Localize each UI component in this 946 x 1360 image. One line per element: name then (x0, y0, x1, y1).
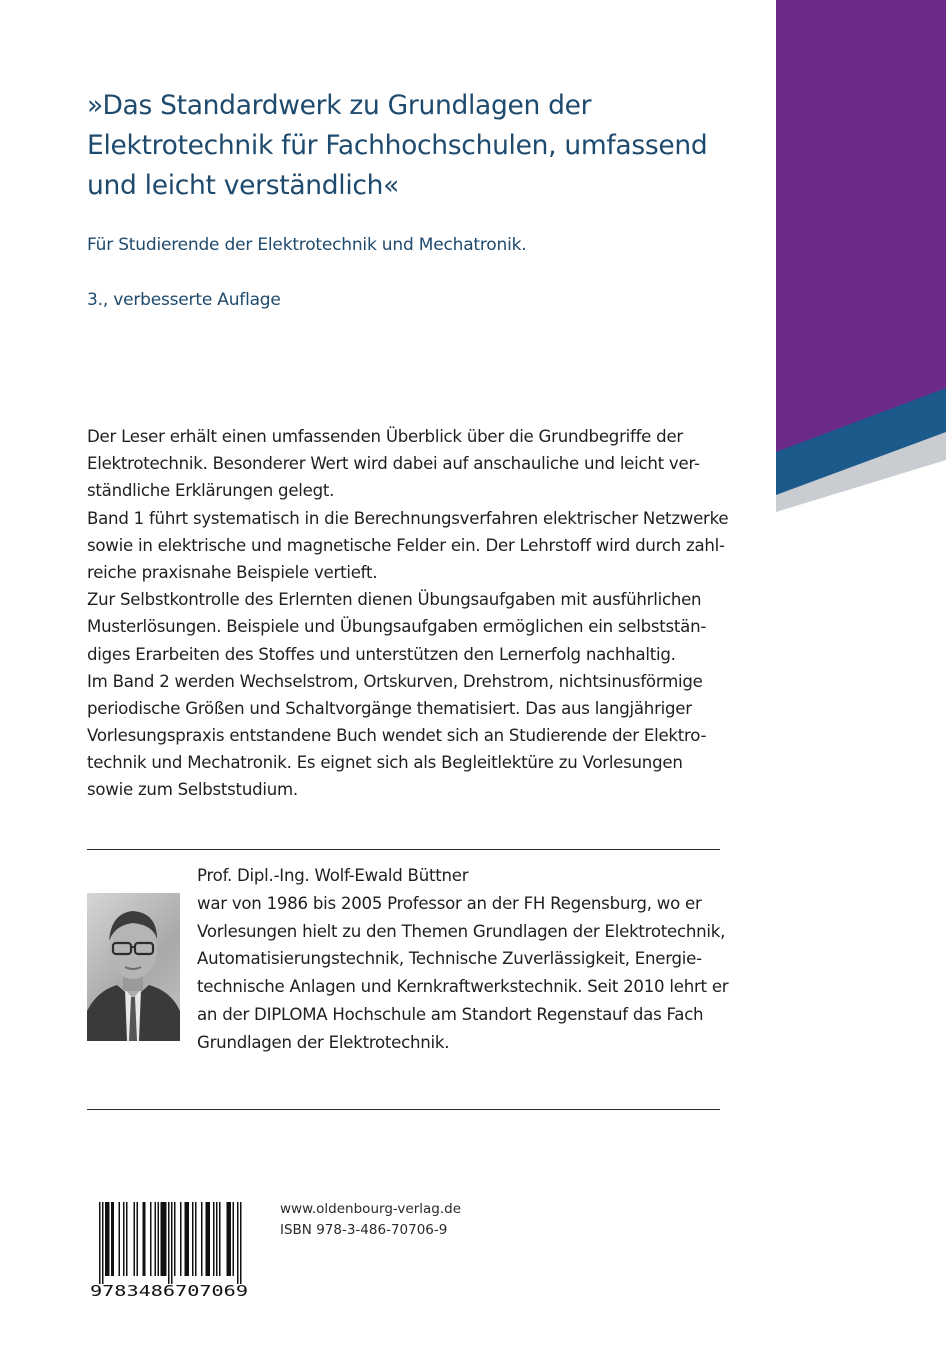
divider (87, 1109, 720, 1110)
barcode-bar (113, 1202, 115, 1276)
accent-grey-band (776, 0, 946, 512)
barcode-bar (195, 1202, 197, 1276)
description-line: technik und Mechatronik. Es eignet sich als Begleitlektüre zu Vorlesungen (87, 753, 683, 773)
description-line: Musterlösungen. Beispiele und Übungsaufgaben ermöglichen ein selbststän- (87, 617, 707, 637)
author-photo (87, 893, 180, 1041)
barcode-bar (164, 1202, 166, 1276)
barcode-digits: 9783486707069 (90, 1282, 248, 1298)
barcode-bar (102, 1202, 104, 1284)
bio-line: an der DIPLOMA Hochschule am Standort Regenstauf das Fach (197, 1004, 704, 1024)
description-line: Elektrotechnik. Besonderer Wert wird dabei auf anschauliche und leicht ver- (87, 454, 700, 474)
barcode-bar (99, 1202, 101, 1284)
barcode-bar (186, 1202, 188, 1276)
barcode-bar (233, 1202, 235, 1276)
barcode-bar (216, 1202, 218, 1276)
book-quote-title (87, 86, 747, 206)
book-description (87, 423, 727, 804)
author-portrait-illustration (87, 893, 180, 1041)
description-line: Band 1 führt systematisch in die Berechnungsverfahren elektrischer Netzwerke (87, 508, 729, 528)
quote-line: »Das Standardwerk zu Grundlagen der (87, 90, 592, 121)
quote-line: Elektrotechnik für Fachhochschulen, umfassend (87, 130, 708, 161)
barcode-bar (119, 1202, 121, 1276)
publisher-website[interactable]: www.oldenbourg-verlag.de (280, 1201, 461, 1217)
accent-purple-band (776, 0, 946, 452)
barcode-bar (107, 1202, 109, 1276)
barcode-bar (209, 1202, 211, 1276)
barcode-bar (126, 1202, 128, 1276)
barcode-bar (206, 1202, 208, 1276)
barcode-bar (185, 1202, 187, 1276)
barcode-bar (228, 1202, 230, 1276)
barcode-bar (188, 1202, 190, 1276)
barcode-bar (174, 1202, 176, 1276)
isbn-label: ISBN 978-3-486-70706-9 (280, 1222, 448, 1238)
barcode-bar (108, 1202, 110, 1276)
divider (87, 849, 720, 850)
barcode-bar (161, 1202, 163, 1276)
barcode-bar (230, 1202, 232, 1276)
barcode-bar (165, 1202, 167, 1276)
barcode-bar (105, 1202, 107, 1276)
barcode-bar (219, 1202, 221, 1276)
description-line: sowie zum Selbststudium. (87, 780, 298, 800)
isbn-barcode (87, 1200, 251, 1298)
barcode-bar (180, 1202, 182, 1276)
description-line: periodische Größen und Schaltvorgänge thematisiert. Das aus langjähriger (87, 698, 692, 718)
description-line: diges Erarbeiten des Stoffes und unterstützen den Lernerfolg nachhaltig. (87, 644, 676, 664)
target-audience: Für Studierende der Elektrotechnik und Mechatronik. (87, 235, 527, 255)
barcode-bar (111, 1202, 113, 1276)
barcode-bar (240, 1202, 242, 1284)
barcode-bar (192, 1202, 194, 1276)
barcode-bar (158, 1202, 160, 1276)
barcode-bar (155, 1202, 157, 1276)
barcode-bar (150, 1202, 152, 1276)
accent-blue-band (776, 0, 946, 495)
barcode-bar (162, 1202, 164, 1276)
barcode-bar (168, 1202, 170, 1284)
barcode-bar (143, 1202, 145, 1276)
barcode-bar (123, 1202, 125, 1276)
description-line: Vorlesungspraxis entstandene Buch wendet sich an Studierende der Elektro- (87, 726, 707, 746)
bio-line: war von 1986 bis 2005 Professor an der FH Regensburg, wo er (197, 893, 702, 913)
barcode-bar (237, 1202, 239, 1284)
description-line: Zur Selbstkontrolle des Erlernten dienen Übungsaufgaben mit ausführlichen (87, 590, 702, 610)
bio-line: Vorlesungen hielt zu den Themen Grundlagen der Elektrotechnik, (197, 921, 726, 941)
description-line: Der Leser erhält einen umfassenden Überblick über die Grundbegriffe der (87, 427, 683, 446)
barcode-bar (213, 1202, 215, 1276)
edition-label: 3., verbesserte Auflage (87, 290, 281, 310)
barcode-bar (227, 1202, 229, 1276)
author-name: Prof. Dipl.-Ing. Wolf-Ewald Büttner (197, 866, 469, 885)
quote-line: und leicht verständlich« (87, 170, 400, 201)
barcode-bar (137, 1202, 139, 1276)
barcode-bar (144, 1202, 146, 1276)
description-line: Im Band 2 werden Wechselstrom, Ortskurven, Drehstrom, nichtsinusförmige (87, 671, 703, 691)
barcode-bar (134, 1202, 136, 1276)
publisher-info (280, 1199, 461, 1241)
description-line: ständliche Erklärungen gelegt. (87, 481, 335, 501)
barcode-bar (201, 1202, 203, 1276)
author-bio (197, 862, 737, 1057)
bio-line: Grundlagen der Elektrotechnik. (197, 1032, 450, 1052)
description-line: sowie in elektrische und magnetische Felder ein. Der Lehrstoff wird durch zahl- (87, 535, 725, 555)
bio-line: technische Anlagen und Kernkraftwerkstechnik. Seit 2010 lehrt er (197, 977, 729, 997)
bio-line: Automatisierungstechnik, Technische Zuverlässigkeit, Energie- (197, 949, 702, 969)
barcode-bar (207, 1202, 209, 1276)
description-line: reiche praxisnahe Beispiele vertieft. (87, 562, 378, 582)
barcode-bar (171, 1202, 173, 1284)
